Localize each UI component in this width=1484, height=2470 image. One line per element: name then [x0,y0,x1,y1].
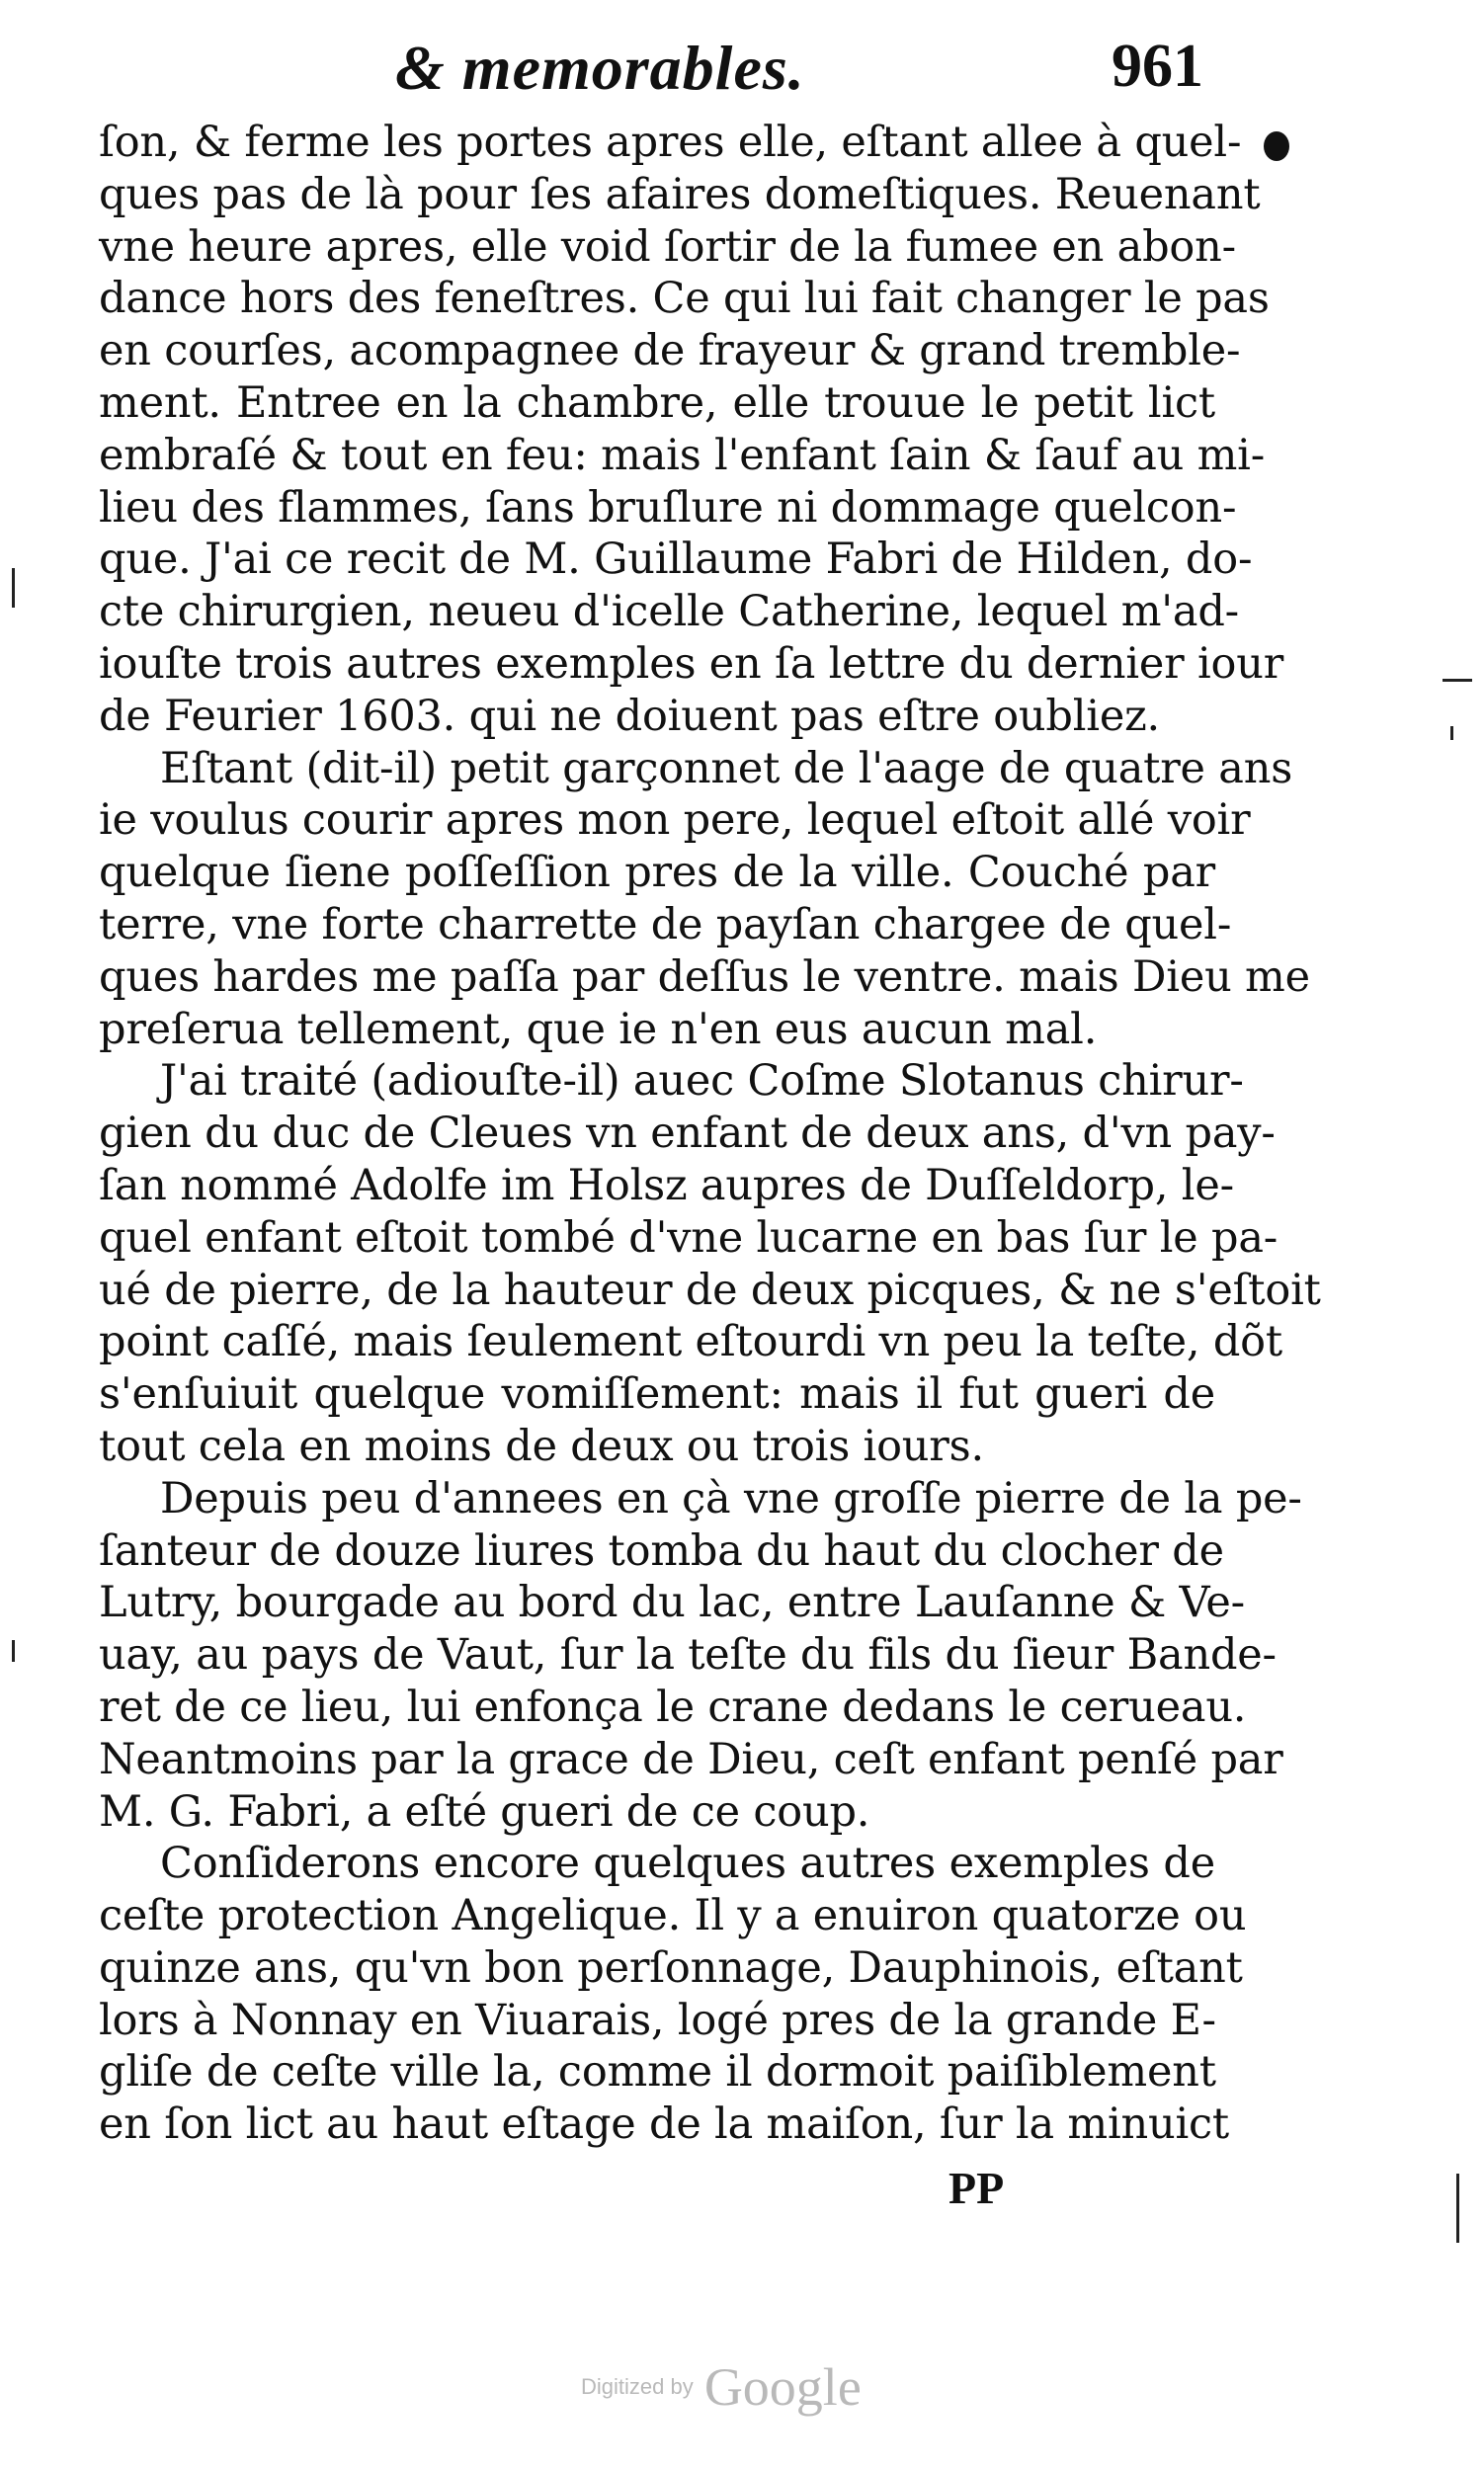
text-line: ué de pierre, de la hauteur de deux picques, & ne s'eſtoit [99,1265,1321,1315]
page-header [0,28,1484,117]
body-text [99,117,1321,2151]
margin-tick-mark [12,568,15,608]
margin-ink-dot [1264,131,1289,161]
catchword: PP [948,2163,1005,2213]
margin-tick-mark [1443,679,1472,682]
running-title: & memorables. [395,33,805,103]
text-line: gien du duc de Cleues vn enfant de deux ans, d'vn pay- [99,1109,1276,1159]
page-number: 961 [1112,33,1203,100]
text-line: ret de ce lieu, lui enfonça le crane dedans le cerueau. [99,1682,1247,1732]
text-line: ceſte protection Angelique. Il y a enuiron quatorze ou [99,1891,1247,1941]
text-line: uay, au pays de Vaut, ſur la teſte du fils du ſieur Bande- [99,1630,1277,1681]
text-line: Neantmoins par la grace de Dieu, ceſt enfant penſé par [99,1734,1283,1784]
text-line: cte chirurgien, neueu d'icelle Catherine, lequel m'ad- [99,587,1239,637]
text-line: ques hardes me paſſa par deſſus le ventre. mais Dieu me [99,951,1310,1002]
text-line: que. J'ai ce recit de M. Guillaume Fabri de Hilden, do- [99,535,1253,585]
text-line: de Feurier 1603. qui ne doiuent pas eſtre oubliez. [99,691,1161,741]
text-line: Lutry, bourgade au bord du lac, entre Lauſanne & Ve- [99,1578,1245,1628]
text-line: point caſſé, mais ſeulement eſtourdi vn peu la teſte, dõt [99,1317,1282,1367]
text-line: quinze ans, qu'vn bon perſonnage, Dauphinois, eſtant [99,1942,1243,1993]
paragraph-first-line: Eſtant (dit-il) petit garçonnet de l'aage de quatre ans [160,743,1293,793]
text-line: preſerua tellement, que ie n'en eus aucun mal. [99,1004,1098,1054]
watermark-prefix: Digitized by [581,2374,694,2399]
text-line: en courſes, acompagnee de frayeur & grand tremble- [99,326,1241,376]
text-line: s'enſuiuit quelque vomiſſement: mais il fut gueri de [99,1369,1215,1420]
text-line: dance hors des feneſtres. Ce qui lui fait changer le pas [99,274,1270,324]
text-line: ie voulus courir apres mon pere, lequel eſtoit allé voir [99,795,1251,846]
text-line: vne heure apres, elle void ſortir de la fumee en abon- [99,221,1236,272]
text-line: gliſe de ceſte ville la, comme il dormoit paiſiblement [99,2047,1216,2098]
text-line: lors à Nonnay en Viuarais, logé pres de la grande E- [99,1995,1216,2045]
text-line: quelque ſiene poſſeſſion pres de la ville. Couché par [99,848,1215,898]
text-line: ment. Entree en la chambre, elle trouue le petit lict [99,377,1215,428]
paragraph-first-line: Depuis peu d'annees en çà vne groſſe pierre de la pe- [160,1473,1302,1523]
text-line: ques pas de là pour ſes afaires domeſtiques. Reuenant [99,169,1261,219]
text-line: terre, vne forte charrette de payſan chargee de quel- [99,899,1232,949]
margin-tick-mark [1456,2174,1459,2243]
margin-tick-mark [12,1640,15,1662]
text-line: lieu des flammes, ſans bruſlure ni dommage quelcon- [99,482,1237,533]
digitized-watermark [581,2356,862,2418]
text-line: M. G. Fabri, a eſté gueri de ce coup. [99,1786,870,1837]
text-line: ſon, & ferme les portes apres elle, eſtant allee à quel- [99,118,1242,167]
text-line: embraſé & tout en feu: mais l'enfant ſain & ſauf au mi- [99,430,1266,480]
text-line: ſanteur de douze liures tomba du haut du clocher de [99,1525,1224,1576]
text-line: tout cela en moins de deux ou trois iours. [99,1421,984,1471]
paragraph-first-line: J'ai traité (adiouſte-il) auec Coſme Slotanus chirur- [160,1056,1244,1107]
text-line: en ſon lict au haut eſtage de la maiſon, ſur la minuict [99,2100,1230,2150]
text-line: ſan nommé Adolfe im Holsz aupres de Duſſeldorp, le- [99,1160,1234,1210]
margin-tick-mark [1450,726,1453,740]
text-line: quel enfant eſtoit tombé d'vne lucarne en bas ſur le pa- [99,1212,1278,1263]
paragraph-first-line: Conſiderons encore quelques autres exemples de [160,1839,1215,1889]
text-line: iouſte trois autres exemples en ſa lettre du dernier iour [99,638,1284,689]
google-logo: Google [703,2357,862,2417]
